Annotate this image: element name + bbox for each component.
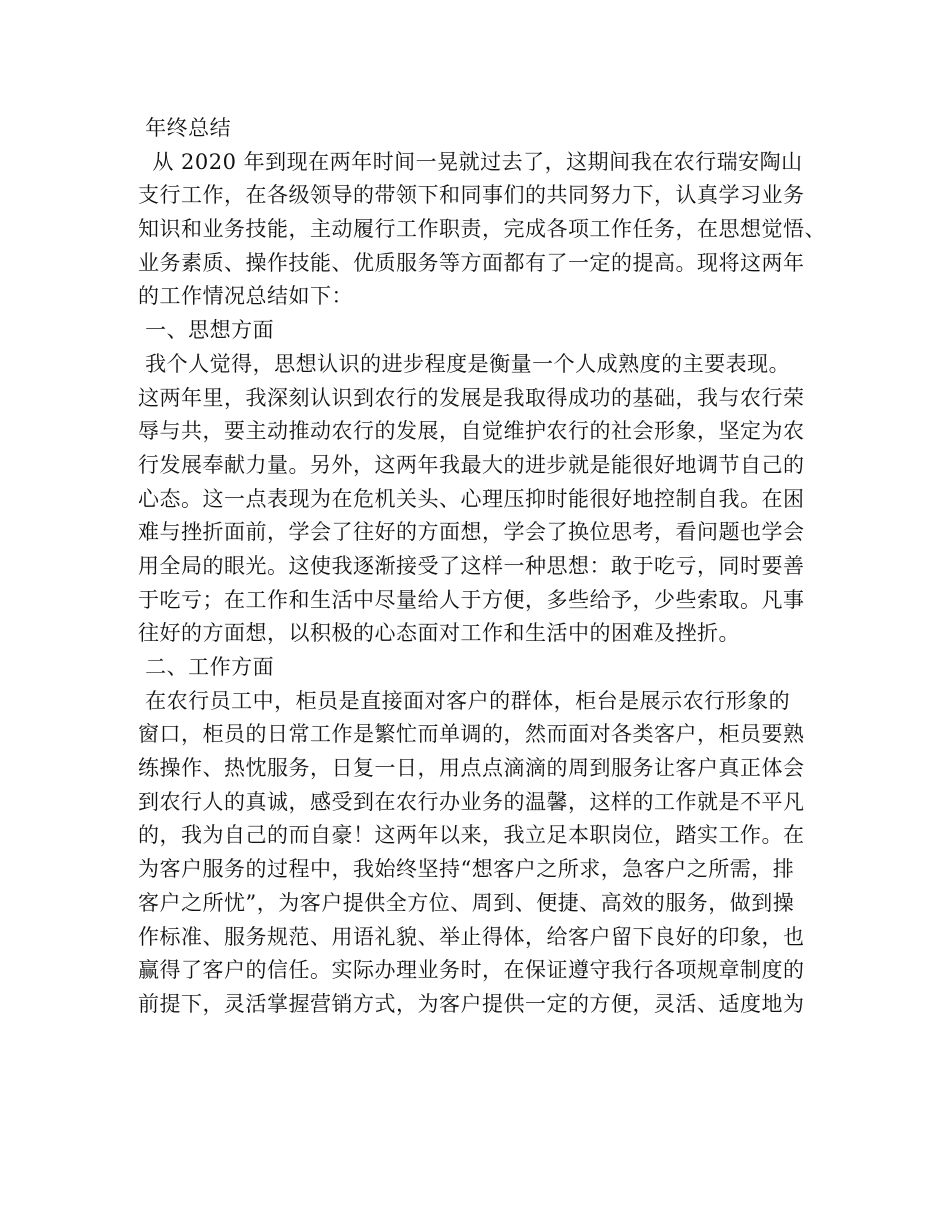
- text-line: 赢得了客户的信任。实际办理业务时，在保证遵守我行各项规章制度的: [138, 958, 805, 983]
- text-line: 用全局的眼光。这使我逐渐接受了这样一种思想：敢于吃亏，同时要善: [138, 553, 805, 578]
- text-line: 的工作情况总结如下：: [138, 284, 353, 309]
- text-line: 我个人觉得，思想认识的进步程度是衡量一个人成熟度的主要表现。: [138, 351, 791, 376]
- text-line: 客户之所忧”，为客户提供全方位、周到、便捷、高效的服务，做到操: [138, 890, 795, 915]
- document-body: [138, 112, 828, 1022]
- text-line: 前提下，灵活掌握营销方式，为客户提供一定的方便，灵活、适度地为: [138, 991, 805, 1016]
- text-line: 在农行员工中，柜员是直接面对客户的群体，柜台是展示农行形象的: [138, 688, 791, 713]
- text-line: 辱与共，要主动推动农行的发展，自觉维护农行的社会形象，坚定为农: [138, 419, 805, 444]
- text-line: 往好的方面想，以积极的心态面对工作和生活中的困难及挫折。: [138, 621, 740, 646]
- text-line: 行发展奉献力量。另外，这两年我最大的进步就是能很好地调节自己的: [138, 452, 805, 477]
- text-line: 这两年里，我深刻认识到农行的发展是我取得成功的基础，我与农行荣: [138, 385, 805, 410]
- text-line: 练操作、热忱服务，日复一日，用点点滴滴的周到服务让客户真正体会: [138, 756, 805, 781]
- text-line: 到农行人的真诚，感受到在农行办业务的温馨，这样的工作就是不平凡: [138, 789, 805, 814]
- text-line: 心态。这一点表现为在危机关头、心理压抑时能很好地控制自我。在困: [138, 486, 805, 511]
- text-line: 业务素质、操作技能、优质服务等方面都有了一定的提高。现将这两年: [138, 250, 805, 275]
- section-heading: 一、思想方面: [138, 318, 275, 343]
- section-heading: 二、工作方面: [138, 655, 275, 679]
- document-title: 年终总结: [138, 116, 232, 140]
- text-line: 作标准、服务规范、用语礼貌、举止得体，给客户留下良好的印象，也: [138, 924, 805, 949]
- text-line: 难与挫折面前，学会了往好的方面想，学会了换位思考，看问题也学会: [138, 520, 805, 545]
- text-line: 的，我为自己的而自豪！这两年以来，我立足本职岗位，踏实工作。在: [138, 823, 805, 848]
- text-line: 从 2020 年到现在两年时间一晃就过去了，这期间我在农行瑞安陶山: [138, 149, 803, 174]
- text-line: 窗口，柜员的日常工作是繁忙而单调的，然而面对各类客户，柜员要熟: [138, 722, 805, 747]
- text-line: 为客户服务的过程中，我始终坚持“想客户之所求，急客户之所需，排: [138, 857, 795, 882]
- text-line: 知识和业务技能，主动履行工作职责，完成各项工作任务，在思想觉悟、: [138, 217, 826, 242]
- text-line: 于吃亏；在工作和生活中尽量给人于方便，多些给予，少些索取。凡事: [138, 587, 805, 612]
- text-line: 支行工作，在各级领导的带领下和同事们的共同努力下，认真学习业务: [138, 183, 805, 208]
